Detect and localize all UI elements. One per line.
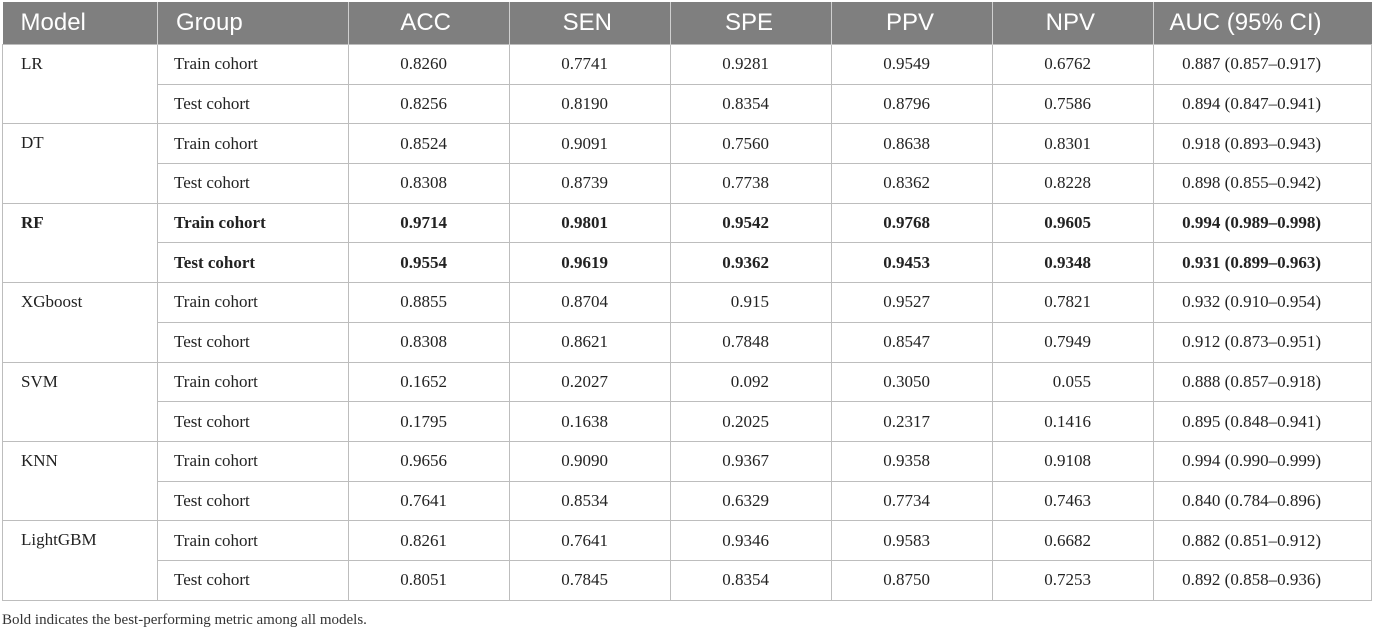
model-name-cell: LightGBM	[3, 521, 158, 600]
npv-cell: 0.7463	[993, 481, 1154, 521]
table-row	[3, 521, 1372, 561]
model-name-cell: DT	[3, 124, 158, 203]
auc-cell: 0.931 (0.899–0.963)	[1154, 243, 1372, 283]
header-auc: AUC (95% CI)	[1154, 2, 1372, 45]
group-cell: Train cohort	[158, 45, 349, 85]
table-row	[3, 402, 1372, 442]
sen-cell: 0.7741	[510, 45, 671, 85]
spe-cell: 0.9367	[671, 441, 832, 481]
group-cell: Test cohort	[158, 402, 349, 442]
ppv-cell: 0.8547	[832, 322, 993, 362]
npv-cell: 0.6682	[993, 521, 1154, 561]
auc-cell: 0.932 (0.910–0.954)	[1154, 283, 1372, 323]
ppv-cell: 0.8750	[832, 560, 993, 600]
acc-cell: 0.8051	[349, 560, 510, 600]
header-row	[3, 2, 1372, 45]
acc-cell: 0.8855	[349, 283, 510, 323]
auc-cell: 0.912 (0.873–0.951)	[1154, 322, 1372, 362]
header-spe: SPE	[671, 2, 832, 45]
acc-cell: 0.1795	[349, 402, 510, 442]
spe-cell: 0.2025	[671, 402, 832, 442]
table-row	[3, 362, 1372, 402]
auc-cell: 0.882 (0.851–0.912)	[1154, 521, 1372, 561]
npv-cell: 0.055	[993, 362, 1154, 402]
header-sen: SEN	[510, 2, 671, 45]
group-cell: Train cohort	[158, 362, 349, 402]
model-name-cell: RF	[3, 203, 158, 282]
group-cell: Test cohort	[158, 322, 349, 362]
spe-cell: 0.6329	[671, 481, 832, 521]
group-cell: Test cohort	[158, 84, 349, 124]
group-cell: Test cohort	[158, 243, 349, 283]
acc-cell: 0.9714	[349, 203, 510, 243]
model-name-cell: XGboost	[3, 283, 158, 362]
ppv-cell: 0.8796	[832, 84, 993, 124]
ppv-cell: 0.3050	[832, 362, 993, 402]
model-name-cell: SVM	[3, 362, 158, 441]
table-row	[3, 441, 1372, 481]
ppv-cell: 0.9527	[832, 283, 993, 323]
spe-cell: 0.9346	[671, 521, 832, 561]
sen-cell: 0.8534	[510, 481, 671, 521]
group-cell: Train cohort	[158, 283, 349, 323]
table-row	[3, 283, 1372, 323]
sen-cell: 0.9801	[510, 203, 671, 243]
ppv-cell: 0.8362	[832, 164, 993, 204]
table-row	[3, 164, 1372, 204]
ppv-cell: 0.9358	[832, 441, 993, 481]
sen-cell: 0.2027	[510, 362, 671, 402]
header-group: Group	[158, 2, 349, 45]
acc-cell: 0.8260	[349, 45, 510, 85]
table-row	[3, 203, 1372, 243]
table-row	[3, 45, 1372, 85]
npv-cell: 0.7586	[993, 84, 1154, 124]
table-footnote: Bold indicates the best-performing metric among all models.	[2, 612, 367, 628]
ppv-cell: 0.9453	[832, 243, 993, 283]
spe-cell: 0.9542	[671, 203, 832, 243]
metrics-table-container	[2, 2, 1371, 601]
auc-cell: 0.888 (0.857–0.918)	[1154, 362, 1372, 402]
header-ppv: PPV	[832, 2, 993, 45]
table-row	[3, 84, 1372, 124]
sen-cell: 0.8621	[510, 322, 671, 362]
group-cell: Test cohort	[158, 164, 349, 204]
table-body	[3, 45, 1372, 601]
model-metrics-table	[2, 2, 1372, 601]
auc-cell: 0.887 (0.857–0.917)	[1154, 45, 1372, 85]
table-row	[3, 560, 1372, 600]
acc-cell: 0.7641	[349, 481, 510, 521]
spe-cell: 0.092	[671, 362, 832, 402]
group-cell: Train cohort	[158, 124, 349, 164]
table-row	[3, 322, 1372, 362]
group-cell: Test cohort	[158, 481, 349, 521]
spe-cell: 0.8354	[671, 84, 832, 124]
group-cell: Train cohort	[158, 521, 349, 561]
header-npv: NPV	[993, 2, 1154, 45]
acc-cell: 0.8261	[349, 521, 510, 561]
auc-cell: 0.840 (0.784–0.896)	[1154, 481, 1372, 521]
model-name-cell: LR	[3, 45, 158, 124]
spe-cell: 0.9281	[671, 45, 832, 85]
sen-cell: 0.1638	[510, 402, 671, 442]
table-row	[3, 124, 1372, 164]
auc-cell: 0.994 (0.990–0.999)	[1154, 441, 1372, 481]
acc-cell: 0.1652	[349, 362, 510, 402]
sen-cell: 0.9091	[510, 124, 671, 164]
spe-cell: 0.8354	[671, 560, 832, 600]
npv-cell: 0.7821	[993, 283, 1154, 323]
ppv-cell: 0.2317	[832, 402, 993, 442]
ppv-cell: 0.7734	[832, 481, 993, 521]
model-name-cell: KNN	[3, 441, 158, 520]
npv-cell: 0.7253	[993, 560, 1154, 600]
acc-cell: 0.8524	[349, 124, 510, 164]
npv-cell: 0.6762	[993, 45, 1154, 85]
ppv-cell: 0.9583	[832, 521, 993, 561]
npv-cell: 0.1416	[993, 402, 1154, 442]
ppv-cell: 0.9768	[832, 203, 993, 243]
spe-cell: 0.9362	[671, 243, 832, 283]
acc-cell: 0.8256	[349, 84, 510, 124]
group-cell: Test cohort	[158, 560, 349, 600]
auc-cell: 0.895 (0.848–0.941)	[1154, 402, 1372, 442]
sen-cell: 0.7845	[510, 560, 671, 600]
acc-cell: 0.8308	[349, 164, 510, 204]
ppv-cell: 0.9549	[832, 45, 993, 85]
sen-cell: 0.7641	[510, 521, 671, 561]
table-row	[3, 243, 1372, 283]
auc-cell: 0.918 (0.893–0.943)	[1154, 124, 1372, 164]
sen-cell: 0.8739	[510, 164, 671, 204]
npv-cell: 0.7949	[993, 322, 1154, 362]
group-cell: Train cohort	[158, 203, 349, 243]
auc-cell: 0.894 (0.847–0.941)	[1154, 84, 1372, 124]
spe-cell: 0.915	[671, 283, 832, 323]
auc-cell: 0.994 (0.989–0.998)	[1154, 203, 1372, 243]
auc-cell: 0.898 (0.855–0.942)	[1154, 164, 1372, 204]
ppv-cell: 0.8638	[832, 124, 993, 164]
sen-cell: 0.9090	[510, 441, 671, 481]
table-row	[3, 481, 1372, 521]
spe-cell: 0.7560	[671, 124, 832, 164]
group-cell: Train cohort	[158, 441, 349, 481]
header-model: Model	[3, 2, 158, 45]
sen-cell: 0.8704	[510, 283, 671, 323]
sen-cell: 0.8190	[510, 84, 671, 124]
header-acc: ACC	[349, 2, 510, 45]
acc-cell: 0.9554	[349, 243, 510, 283]
sen-cell: 0.9619	[510, 243, 671, 283]
npv-cell: 0.8228	[993, 164, 1154, 204]
acc-cell: 0.9656	[349, 441, 510, 481]
auc-cell: 0.892 (0.858–0.936)	[1154, 560, 1372, 600]
npv-cell: 0.9108	[993, 441, 1154, 481]
npv-cell: 0.8301	[993, 124, 1154, 164]
npv-cell: 0.9605	[993, 203, 1154, 243]
acc-cell: 0.8308	[349, 322, 510, 362]
spe-cell: 0.7848	[671, 322, 832, 362]
spe-cell: 0.7738	[671, 164, 832, 204]
npv-cell: 0.9348	[993, 243, 1154, 283]
